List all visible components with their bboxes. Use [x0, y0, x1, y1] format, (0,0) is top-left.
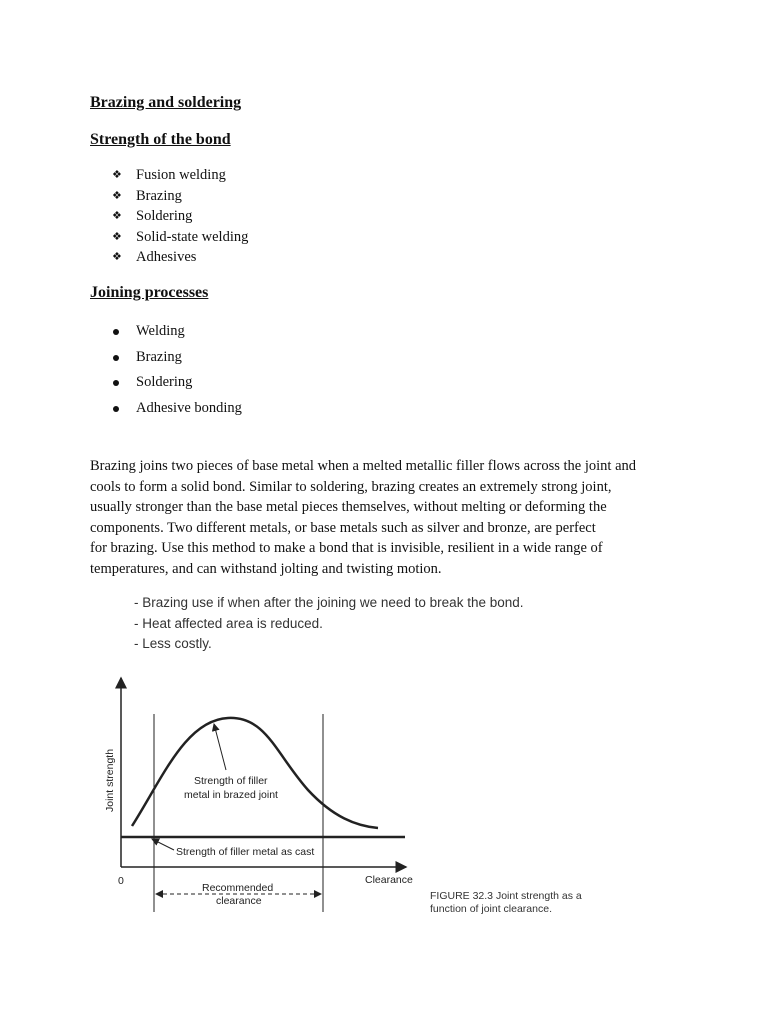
diamond-bullet-icon: ❖: [112, 251, 122, 263]
x-axis-label: Clearance: [365, 874, 413, 886]
list-item: [112, 186, 248, 207]
list-item: [112, 165, 248, 186]
strength-list: [112, 165, 248, 268]
bullet-dot-icon: [113, 406, 119, 412]
curve-label-line2: metal in brazed joint: [184, 789, 278, 801]
diamond-bullet-icon: ❖: [112, 210, 122, 222]
list-item-label: Adhesive bonding: [136, 399, 242, 416]
heading-brazing-and-soldering: Brazing and soldering: [90, 94, 242, 111]
caption-line: function of joint clearance.: [430, 903, 552, 915]
list-item: [112, 396, 242, 422]
list-item-label: Brazing: [136, 348, 182, 365]
list-item: [112, 345, 242, 371]
list-item-label: Adhesives: [136, 249, 197, 265]
caption-line: FIGURE 32.3 Joint strength as a: [430, 890, 582, 902]
process-list: [112, 319, 242, 421]
range-label-line2: clearance: [216, 895, 262, 907]
diamond-bullet-icon: ❖: [112, 189, 122, 202]
diamond-bullet-icon: ❖: [112, 230, 122, 243]
paragraph-line: usually stronger than the base metal pieces themselves, without melting or deforming the: [90, 499, 607, 516]
y-axis-label: Joint strength: [104, 748, 116, 812]
list-item: [112, 370, 242, 396]
note-item: - Brazing use if when after the joining we need to break the bond.: [134, 595, 524, 610]
brazing-paragraph: [90, 456, 670, 580]
list-item: [112, 247, 248, 268]
paragraph-line: cools to form a solid bond. Similar to soldering, brazing creates an extremely strong joint,: [90, 478, 612, 495]
range-label-line1: Recommended: [202, 882, 274, 894]
list-item-label: Solid-state welding: [136, 228, 249, 245]
list-item: [112, 206, 248, 227]
bullet-dot-icon: [113, 329, 119, 335]
list-item-label: Soldering: [136, 208, 193, 224]
list-item: [112, 227, 248, 248]
brazed-joint-strength-curve: [132, 718, 378, 828]
note-item: - Less costly.: [134, 636, 212, 651]
figure-caption: [430, 890, 610, 916]
curve-label-arrow: [214, 724, 226, 770]
brazing-notes: [134, 593, 524, 655]
bullet-dot-icon: [113, 380, 119, 386]
paragraph-line: Brazing joins two pieces of base metal when a melted metallic filler flows across the joint and: [90, 458, 637, 474]
list-item: [112, 319, 242, 345]
baseline-label: Strength of filler metal as cast: [176, 846, 315, 858]
paragraph-line: for brazing. Use this method to make a bond that is invisible, resilient in a wide range of: [90, 540, 603, 557]
joint-strength-figure: [88, 672, 608, 922]
bullet-dot-icon: [113, 355, 119, 361]
list-item-label: Fusion welding: [136, 167, 226, 183]
heading-joining-processes: Joining processes: [90, 284, 209, 301]
list-item-label: Soldering: [136, 374, 193, 390]
curve-label-line1: Strength of filler: [194, 775, 268, 787]
paragraph-line: temperatures, and can withstand jolting and twisting motion.: [90, 560, 442, 577]
note-item: - Heat affected area is reduced.: [134, 615, 323, 631]
list-item-label: Welding: [136, 323, 185, 339]
diamond-bullet-icon: ❖: [112, 169, 122, 181]
paragraph-line: components. Two different metals, or base metals such as silver and bronze, are perfect: [90, 519, 596, 536]
origin-label: 0: [118, 875, 124, 887]
list-item-label: Brazing: [136, 187, 182, 204]
baseline-label-arrow: [152, 839, 174, 850]
heading-strength-of-bond: Strength of the bond: [90, 131, 231, 148]
